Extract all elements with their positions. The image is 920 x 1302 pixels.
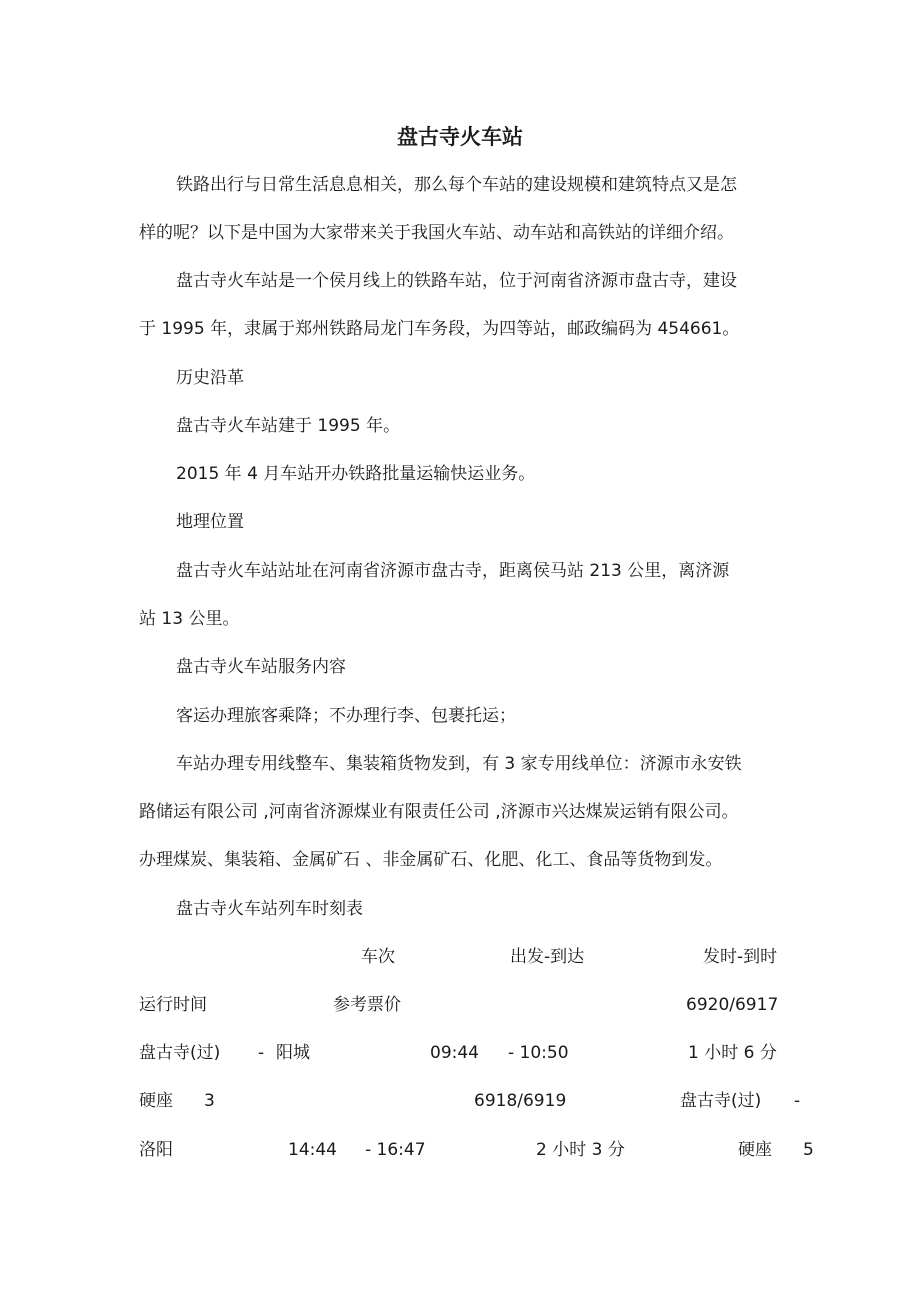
row1-depart-time: 09:44	[430, 1043, 479, 1063]
intro-line-2: 样的呢？以下是中国为大家带来关于我国火车站、动车站和高铁站的详细介绍。	[139, 223, 734, 243]
row1-to-station: 阳城	[276, 1043, 310, 1063]
row1-dash: -	[258, 1043, 265, 1063]
location-line-2: 站 13 公里。	[139, 609, 240, 629]
history-item-1: 盘古寺火车站建于 1995 年。	[176, 416, 401, 436]
row1-from-station: 盘古寺(过)	[139, 1043, 221, 1063]
row2-arrive-time: - 16:47	[365, 1140, 426, 1160]
description-line-2: 于 1995 年，隶属于郑州铁路局龙门车务段，为四等站，邮政编码为 454661。	[139, 319, 740, 339]
row2-to-station: 洛阳	[139, 1140, 173, 1160]
row2-train-number: 6918/6919	[474, 1091, 567, 1111]
row1-arrive-time: - 10:50	[508, 1043, 569, 1063]
service-item-1: 客运办理旅客乘降；不办理行李、包裹托运；	[176, 706, 516, 726]
history-item-2: 2015 年 4 月车站开办铁路批量运输快运业务。	[176, 464, 536, 484]
timetable-heading: 盘古寺火车站列车时刻表	[176, 899, 363, 919]
row1-fare: 3	[204, 1091, 215, 1111]
row1-seat-type: 硬座	[139, 1091, 173, 1111]
row2-from-station: 盘古寺(过)	[680, 1091, 762, 1111]
row2-duration: 2 小时 3 分	[536, 1140, 625, 1160]
row2-depart-time: 14:44	[288, 1140, 337, 1160]
timetable-header-route: 出发-到达	[510, 947, 585, 967]
row2-fare: 5	[803, 1140, 814, 1160]
row2-seat-type: 硬座	[738, 1140, 772, 1160]
timetable-header-train: 车次	[361, 947, 395, 967]
cargo-line-2: 路储运有限公司 ,河南省济源煤业有限责任公司 ,济源市兴达煤炭运销有限公司。	[139, 802, 739, 822]
page-title: 盘古寺火车站	[397, 125, 523, 149]
cargo-line-3: 办理煤炭、集装箱、金属矿石 、非金属矿石、化肥、化工、食品等货物到发。	[139, 850, 723, 870]
service-heading: 盘古寺火车站服务内容	[176, 657, 346, 677]
location-heading: 地理位置	[176, 512, 244, 532]
location-line-1: 盘古寺火车站站址在河南省济源市盘古寺，距离侯马站 213 公里，离济源	[176, 561, 730, 581]
row1-train-number: 6920/6917	[686, 995, 779, 1015]
description-line-1: 盘古寺火车站是一个侯月线上的铁路车站，位于河南省济源市盘古寺，建设	[176, 271, 737, 291]
timetable-header-fare: 参考票价	[333, 995, 401, 1015]
intro-line-1: 铁路出行与日常生活息息相关，那么每个车站的建设规模和建筑特点又是怎	[176, 175, 737, 195]
row1-duration: 1 小时 6 分	[688, 1043, 777, 1063]
history-heading: 历史沿革	[176, 368, 244, 388]
cargo-line-1: 车站办理专用线整车、集装箱货物发到，有 3 家专用线单位：济源市永安铁	[176, 754, 742, 774]
timetable-header-duration: 运行时间	[139, 995, 207, 1015]
row2-dash: -	[794, 1091, 801, 1111]
timetable-header-times: 发时-到时	[703, 947, 778, 967]
